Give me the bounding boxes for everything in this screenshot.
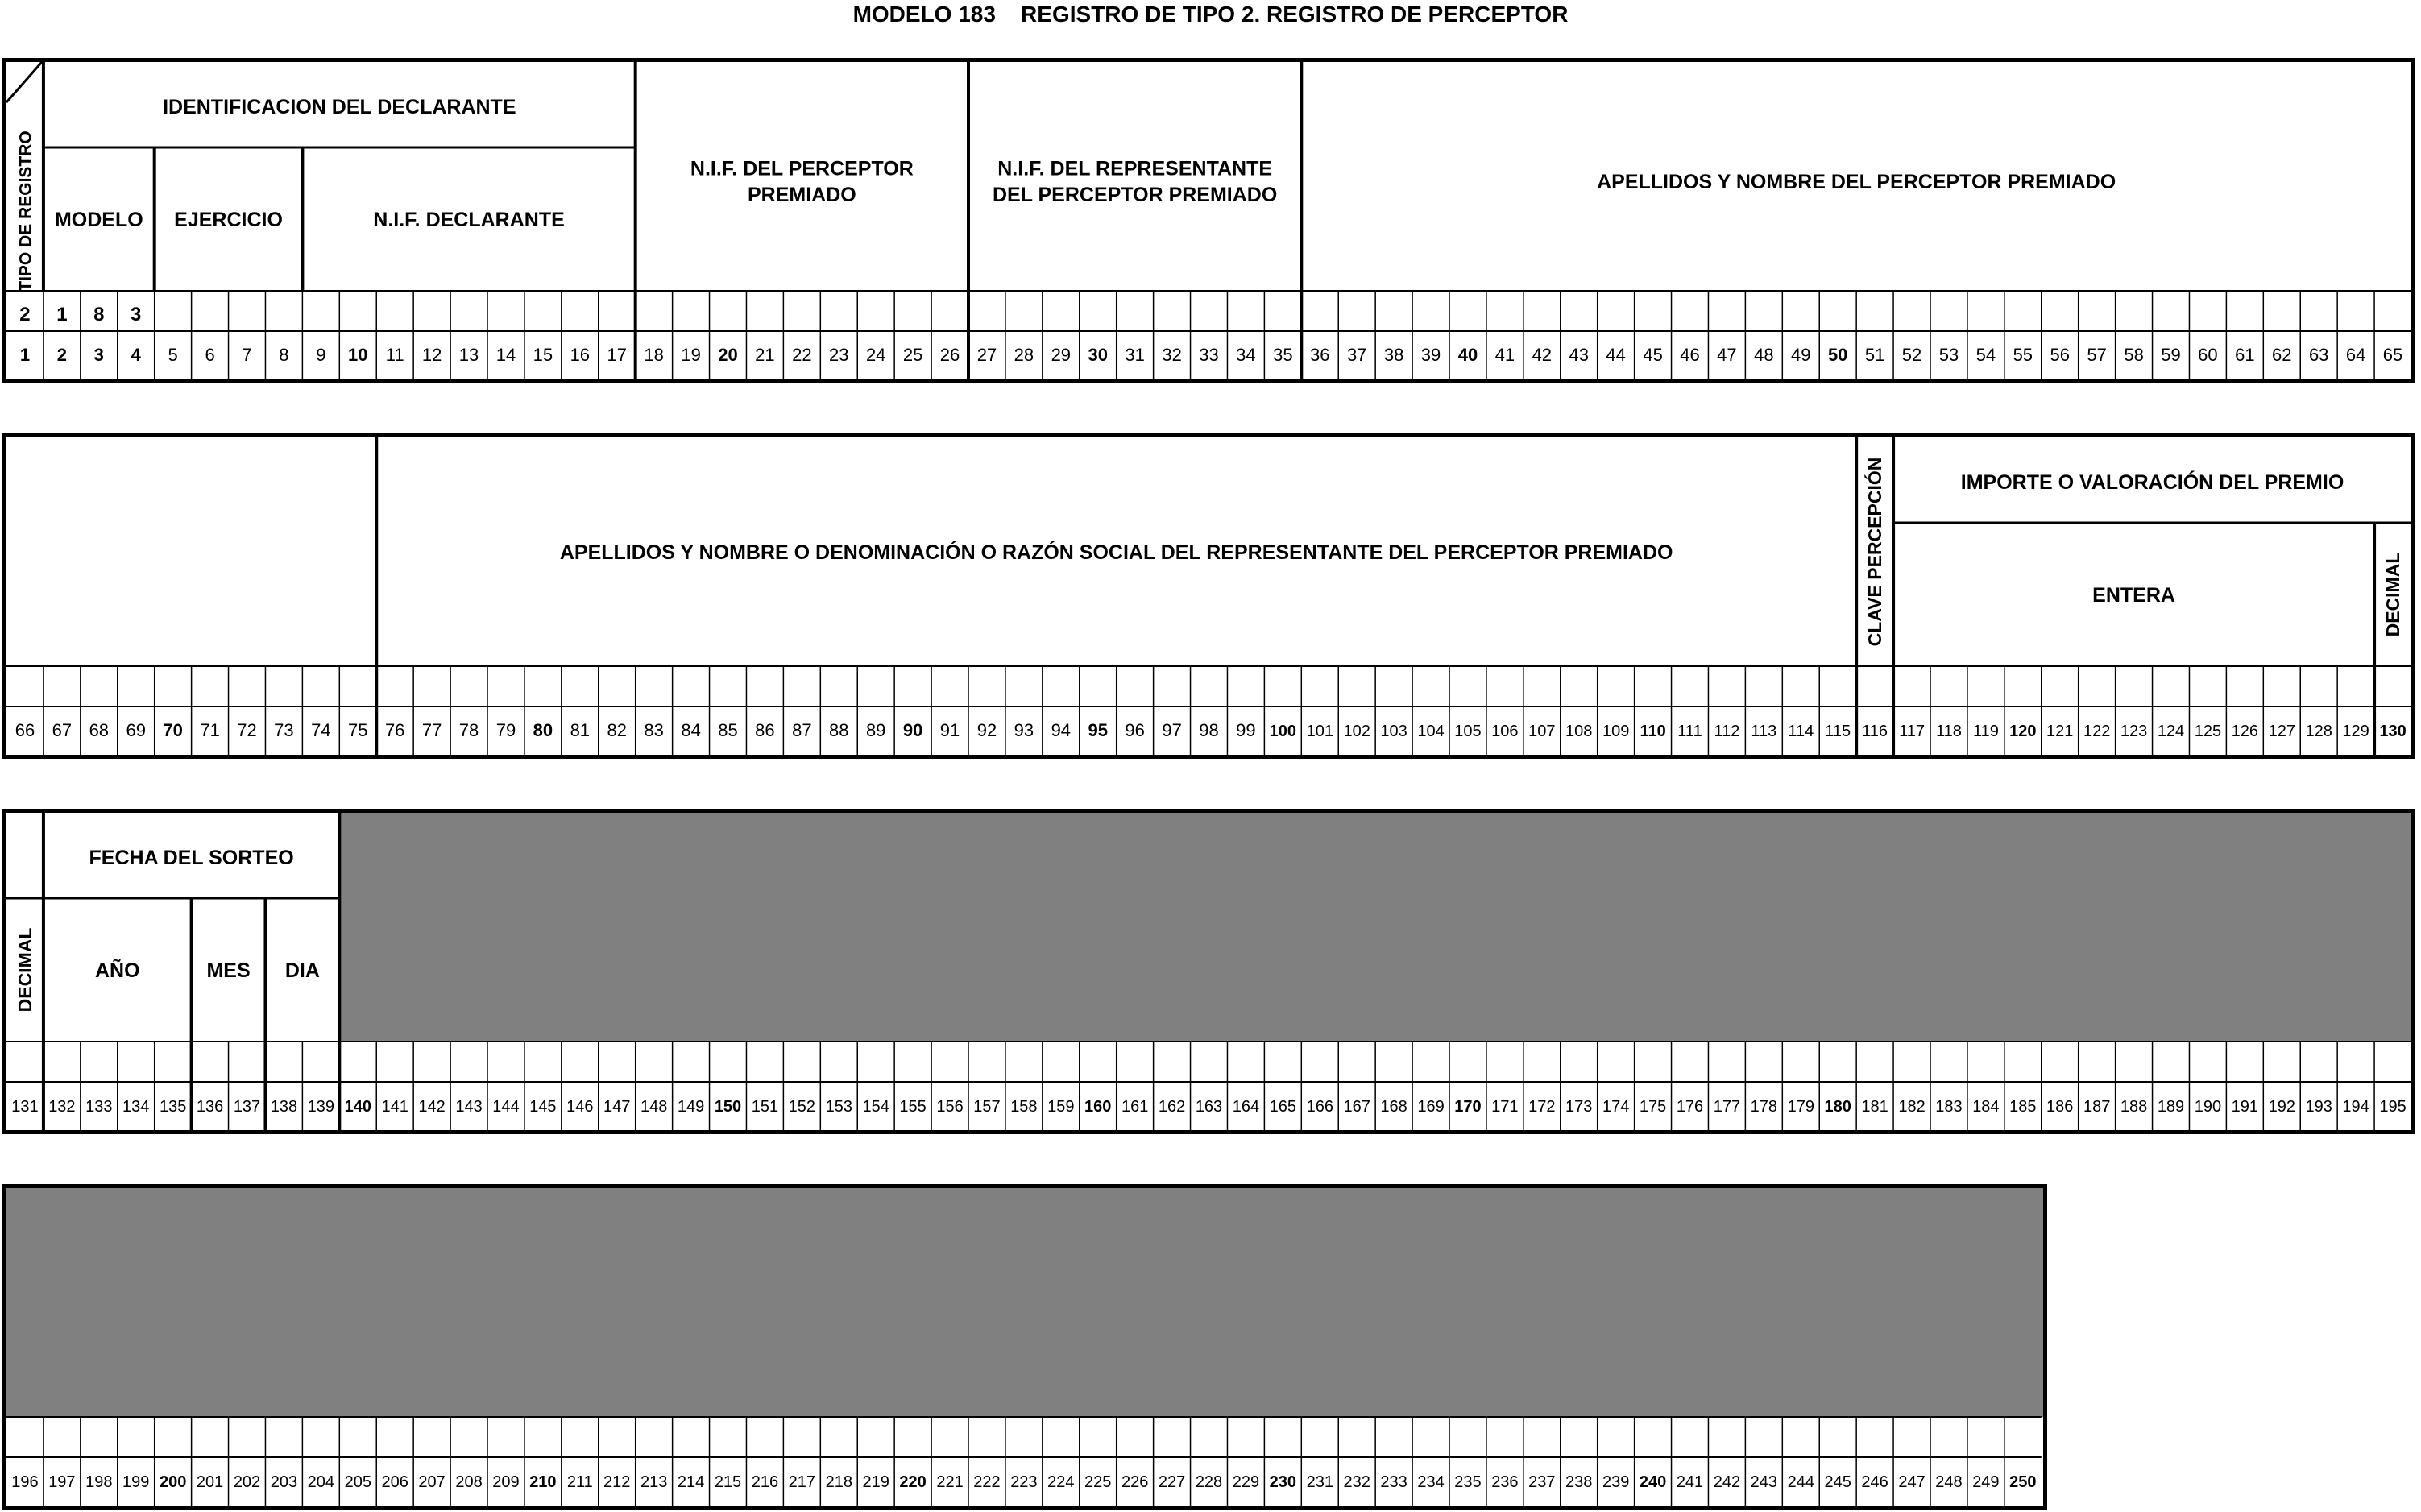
position-number: 39 (1420, 345, 1441, 365)
identificacion-label: IDENTIFICACION DEL DECLARANTE (163, 95, 516, 118)
position-number: 111 (1677, 723, 1702, 740)
position-number: 17 (607, 345, 627, 365)
position-number: 59 (2161, 345, 2181, 365)
position-number: 75 (348, 720, 368, 740)
position-number: 52 (1901, 345, 1922, 365)
position-number: 88 (829, 720, 849, 740)
position-number: 208 (455, 1473, 483, 1491)
prefilled-digit: 3 (131, 304, 142, 325)
position-number: 77 (421, 720, 442, 740)
fecha-sorteo-label: FECHA DEL SORTEO (89, 846, 294, 869)
position-number: 204 (307, 1473, 335, 1491)
position-number: 181 (1861, 1098, 1888, 1116)
position-number: 38 (1383, 345, 1404, 365)
position-number: 63 (2308, 345, 2329, 365)
position-number: 189 (2157, 1098, 2185, 1116)
position-number: 146 (566, 1098, 594, 1116)
position-number: 42 (1532, 345, 1553, 365)
position-number: 87 (792, 720, 812, 740)
position-number: 9 (316, 345, 326, 365)
position-number: 6 (205, 345, 215, 365)
position-number: 162 (1158, 1098, 1186, 1116)
position-number: 177 (1713, 1098, 1741, 1116)
position-number: 76 (384, 720, 405, 740)
position-number: 201 (196, 1473, 224, 1491)
position-number: 182 (1898, 1098, 1926, 1116)
position-number: 164 (1232, 1098, 1260, 1116)
position-number: 100 (1269, 723, 1297, 740)
block-identificacion (2, 58, 2415, 383)
position-number: 155 (899, 1098, 927, 1116)
position-number: 238 (1565, 1473, 1593, 1491)
position-number: 64 (2345, 345, 2366, 365)
position-number: 235 (1454, 1473, 1482, 1491)
tipo-registro-label: TIPO DE REGISTRO (16, 130, 35, 292)
position-number: 192 (2268, 1098, 2295, 1116)
position-number: 185 (2009, 1098, 2037, 1116)
position-number: 78 (458, 720, 479, 740)
position-number: 107 (1528, 723, 1556, 740)
anio-label: AÑO (94, 959, 140, 982)
position-number: 48 (1754, 345, 1774, 365)
position-number: 166 (1306, 1098, 1333, 1116)
position-number: 60 (2198, 345, 2218, 365)
position-number: 43 (1569, 345, 1589, 365)
position-number: 109 (1602, 723, 1630, 740)
position-number: 139 (307, 1098, 335, 1116)
position-number: 214 (677, 1473, 705, 1491)
position-number: 129 (2342, 723, 2369, 740)
position-number: 105 (1454, 723, 1482, 740)
position-number: 148 (640, 1098, 668, 1116)
position-number: 247 (1898, 1473, 1926, 1491)
apellidos-perceptor-label: APELLIDOS Y NOMBRE DEL PERCEPTOR PREMIADO (1597, 170, 2116, 193)
grid-line (6, 62, 42, 102)
position-number: 127 (2268, 723, 2295, 740)
position-number: 45 (1643, 345, 1663, 365)
position-number: 194 (2342, 1098, 2369, 1116)
position-number: 141 (381, 1098, 408, 1116)
nif-representante-label: N.I.F. DEL REPRESENTANTE DEL PERCEPTOR PREMIADO (993, 157, 1278, 206)
position-number: 179 (1787, 1098, 1814, 1116)
position-number: 152 (788, 1098, 816, 1116)
position-number: 200 (159, 1473, 187, 1491)
position-number: 233 (1380, 1473, 1407, 1491)
position-number: 50 (1827, 345, 1848, 365)
position-number: 144 (492, 1098, 520, 1116)
position-number: 193 (2305, 1098, 2332, 1116)
position-number: 209 (492, 1473, 520, 1491)
position-number: 15 (533, 345, 553, 365)
position-number: 172 (1528, 1098, 1556, 1116)
position-number: 21 (755, 345, 775, 365)
position-number: 74 (311, 720, 331, 740)
position-number: 171 (1491, 1098, 1519, 1116)
position-number: 137 (233, 1098, 261, 1116)
position-number: 130 (2379, 723, 2406, 740)
position-number: 176 (1676, 1098, 1704, 1116)
position-number: 47 (1717, 345, 1737, 365)
position-number: 133 (85, 1098, 113, 1116)
nif-declarante-label: N.I.F. DECLARANTE (373, 208, 565, 231)
position-number: 33 (1199, 345, 1219, 365)
position-number: 22 (792, 345, 812, 365)
position-number: 61 (2235, 345, 2255, 365)
position-number: 197 (48, 1473, 76, 1491)
position-number: 55 (2013, 345, 2033, 365)
position-number: 178 (1750, 1098, 1778, 1116)
dia-label: DIA (284, 959, 320, 982)
position-number: 219 (862, 1473, 889, 1491)
position-number: 140 (344, 1098, 371, 1116)
position-number: 19 (681, 345, 701, 365)
position-number: 53 (1938, 345, 1959, 365)
importe-label: IMPORTE O VALORACIÓN DEL PREMIO (1960, 470, 2344, 494)
position-number: 97 (1162, 720, 1182, 740)
position-number: 163 (1195, 1098, 1223, 1116)
position-number: 8 (279, 345, 289, 365)
position-number: 226 (1121, 1473, 1149, 1491)
position-number: 220 (899, 1473, 927, 1491)
position-number: 3 (93, 345, 104, 365)
position-number: 125 (2194, 723, 2222, 740)
decimal-label: DECIMAL (2382, 552, 2404, 637)
position-number: 56 (2050, 345, 2070, 365)
position-number: 11 (385, 345, 404, 365)
position-number: 16 (570, 345, 591, 365)
position-number: 110 (1640, 723, 1666, 740)
position-number: 158 (1010, 1098, 1038, 1116)
position-number: 159 (1047, 1098, 1075, 1116)
modelo-label: MODELO (54, 208, 143, 231)
position-number: 84 (681, 720, 701, 740)
position-number: 157 (973, 1098, 1001, 1116)
position-number: 249 (1972, 1473, 2000, 1491)
clave-percepcion-label: CLAVE PERCEPCIÓN (1864, 457, 1886, 647)
position-number: 34 (1236, 345, 1256, 365)
position-number: 169 (1417, 1098, 1445, 1116)
position-number: 99 (1236, 720, 1256, 740)
position-number: 191 (2231, 1098, 2259, 1116)
position-number: 104 (1417, 723, 1445, 740)
position-number: 135 (159, 1098, 187, 1116)
position-number: 173 (1565, 1098, 1593, 1116)
position-number: 199 (122, 1473, 150, 1491)
position-number: 91 (939, 720, 960, 740)
position-number: 18 (644, 345, 664, 365)
position-number: 72 (237, 720, 257, 740)
position-number: 143 (455, 1098, 483, 1116)
position-number: 103 (1380, 723, 1407, 740)
position-number: 116 (1862, 723, 1888, 740)
position-number: 154 (862, 1098, 889, 1116)
position-number: 225 (1084, 1473, 1112, 1491)
position-number: 210 (529, 1473, 557, 1491)
position-number: 35 (1273, 345, 1293, 365)
position-number: 170 (1454, 1098, 1482, 1116)
position-number: 160 (1084, 1098, 1112, 1116)
position-number: 151 (751, 1098, 779, 1116)
shaded-area (6, 1188, 2043, 1417)
position-number: 119 (1972, 723, 1999, 740)
prefilled-digit: 2 (19, 304, 31, 325)
position-number: 248 (1935, 1473, 1963, 1491)
block-fecha-sorteo (2, 809, 2415, 1134)
position-number: 147 (603, 1098, 631, 1116)
position-number: 242 (1713, 1473, 1741, 1491)
position-number: 149 (677, 1098, 705, 1116)
position-number: 102 (1343, 723, 1370, 740)
position-number: 41 (1494, 345, 1515, 365)
position-number: 40 (1457, 345, 1478, 365)
position-number: 29 (1051, 345, 1072, 365)
position-number: 174 (1602, 1098, 1630, 1116)
position-number: 36 (1310, 345, 1330, 365)
position-number: 227 (1158, 1473, 1186, 1491)
position-number: 153 (825, 1098, 852, 1116)
position-number: 24 (865, 345, 886, 365)
position-number: 30 (1088, 345, 1108, 365)
position-number: 165 (1269, 1098, 1297, 1116)
position-number: 168 (1380, 1098, 1407, 1116)
prefilled-digit: 1 (56, 304, 68, 325)
position-number: 32 (1162, 345, 1182, 365)
position-number: 10 (348, 345, 368, 365)
position-number: 86 (755, 720, 775, 740)
position-number: 14 (495, 345, 516, 365)
position-number: 198 (85, 1473, 113, 1491)
position-number: 183 (1935, 1098, 1963, 1116)
position-number: 1 (19, 345, 31, 365)
position-number: 120 (2009, 723, 2037, 740)
position-number: 2 (56, 345, 68, 365)
position-number: 196 (11, 1473, 39, 1491)
position-number: 118 (1936, 723, 1962, 740)
position-number: 207 (418, 1473, 446, 1491)
position-number: 90 (902, 720, 923, 740)
position-number: 244 (1787, 1473, 1814, 1491)
position-number: 113 (1751, 723, 1777, 740)
position-number: 92 (976, 720, 997, 740)
position-number: 37 (1346, 345, 1367, 365)
position-number: 23 (829, 345, 849, 365)
position-number: 4 (131, 345, 141, 365)
position-number: 167 (1343, 1098, 1370, 1116)
position-number: 218 (825, 1473, 852, 1491)
position-number: 243 (1750, 1473, 1778, 1491)
position-number: 51 (1864, 345, 1885, 365)
position-number: 222 (973, 1473, 1001, 1491)
position-number: 114 (1788, 723, 1814, 740)
position-number: 28 (1014, 345, 1034, 365)
position-number: 70 (163, 720, 183, 740)
position-number: 203 (270, 1473, 298, 1491)
position-number: 232 (1343, 1473, 1370, 1491)
position-number: 117 (1899, 723, 1925, 740)
position-number: 246 (1861, 1473, 1888, 1491)
position-number: 145 (529, 1098, 557, 1116)
position-number: 12 (421, 345, 442, 365)
position-number: 205 (344, 1473, 371, 1491)
position-number: 67 (52, 720, 73, 740)
mes-label: MES (206, 959, 251, 982)
position-number: 71 (200, 720, 220, 740)
position-number: 211 (566, 1473, 593, 1491)
position-number: 128 (2305, 723, 2332, 740)
position-number: 186 (2046, 1098, 2074, 1116)
position-number: 85 (718, 720, 738, 740)
position-number: 108 (1565, 723, 1593, 740)
position-number: 66 (15, 720, 35, 740)
position-number: 239 (1602, 1473, 1630, 1491)
position-number: 80 (533, 720, 553, 740)
position-number: 25 (902, 345, 923, 365)
position-number: 240 (1639, 1473, 1667, 1491)
position-number: 134 (122, 1098, 150, 1116)
page-title: MODELO 183 REGISTRO DE TIPO 2. REGISTRO DE PERCEPTOR (852, 2, 1569, 27)
nif-perceptor-label: N.I.F. DEL PERCEPTOR PREMIADO (690, 157, 914, 206)
position-number: 188 (2120, 1098, 2148, 1116)
position-number: 245 (1824, 1473, 1851, 1491)
position-number: 202 (233, 1473, 261, 1491)
position-number: 213 (640, 1473, 668, 1491)
position-number: 89 (865, 720, 886, 740)
entera-label: ENTERA (2092, 583, 2175, 607)
position-number: 132 (48, 1098, 76, 1116)
position-number: 175 (1639, 1098, 1667, 1116)
block-reserva (2, 1184, 2047, 1510)
position-number: 106 (1491, 723, 1519, 740)
position-number: 217 (788, 1473, 816, 1491)
position-number: 206 (381, 1473, 408, 1491)
position-number: 44 (1606, 345, 1626, 365)
position-number: 81 (570, 720, 591, 740)
position-number: 95 (1088, 720, 1108, 740)
position-number: 83 (644, 720, 664, 740)
position-number: 216 (751, 1473, 779, 1491)
position-number: 195 (2379, 1098, 2406, 1116)
position-number: 223 (1010, 1473, 1038, 1491)
position-number: 150 (714, 1098, 742, 1116)
position-number: 187 (2083, 1098, 2111, 1116)
position-number: 96 (1125, 720, 1145, 740)
position-number: 93 (1014, 720, 1034, 740)
position-number: 54 (1975, 345, 1996, 365)
position-number: 115 (1825, 723, 1851, 740)
position-number: 138 (270, 1098, 298, 1116)
position-number: 234 (1417, 1473, 1445, 1491)
ejercicio-label: EJERCICIO (174, 208, 283, 231)
block-representante (2, 433, 2415, 759)
position-number: 131 (11, 1098, 39, 1116)
position-number: 231 (1306, 1473, 1333, 1491)
position-number: 62 (2272, 345, 2292, 365)
position-number: 229 (1232, 1473, 1260, 1491)
position-number: 250 (2009, 1473, 2037, 1491)
position-number: 230 (1269, 1473, 1297, 1491)
position-number: 46 (1680, 345, 1700, 365)
position-number: 73 (274, 720, 294, 740)
position-number: 31 (1125, 345, 1145, 365)
position-number: 237 (1528, 1473, 1556, 1491)
position-number: 82 (607, 720, 627, 740)
position-number: 101 (1306, 723, 1333, 740)
position-number: 49 (1791, 345, 1811, 365)
position-number: 5 (168, 345, 178, 365)
position-number: 122 (2083, 723, 2111, 740)
prefilled-digit: 8 (93, 304, 105, 325)
position-number: 69 (126, 720, 146, 740)
position-number: 123 (2120, 723, 2148, 740)
position-number: 228 (1195, 1473, 1223, 1491)
position-number: 212 (603, 1473, 631, 1491)
position-number: 58 (2124, 345, 2144, 365)
position-number: 184 (1972, 1098, 2000, 1116)
position-number: 224 (1047, 1473, 1075, 1491)
position-number: 65 (2382, 345, 2403, 365)
position-number: 221 (936, 1473, 964, 1491)
position-number: 215 (714, 1473, 742, 1491)
position-number: 79 (495, 720, 516, 740)
position-number: 20 (718, 345, 738, 365)
position-number: 98 (1199, 720, 1219, 740)
position-number: 236 (1491, 1473, 1519, 1491)
position-number: 121 (2046, 723, 2074, 740)
position-number: 190 (2194, 1098, 2222, 1116)
position-number: 126 (2231, 723, 2259, 740)
position-number: 124 (2157, 723, 2185, 740)
shaded-area (339, 813, 2411, 1042)
apellidos-representante-label: APELLIDOS Y NOMBRE O DENOMINACIÓN O RAZÓN SOCIAL DEL REPRESENTANTE DEL PERCEPTOR PREMIADO (559, 541, 1673, 564)
position-number: 57 (2087, 345, 2107, 365)
position-number: 68 (89, 720, 110, 740)
position-number: 13 (458, 345, 479, 365)
position-number: 156 (936, 1098, 964, 1116)
position-number: 180 (1824, 1098, 1851, 1116)
position-number: 94 (1051, 720, 1072, 740)
position-number: 142 (418, 1098, 446, 1116)
position-number: 27 (976, 345, 997, 365)
decimal-label: DECIMAL (15, 927, 36, 1013)
position-number: 7 (242, 345, 252, 365)
position-number: 112 (1714, 723, 1740, 740)
position-number: 136 (196, 1098, 224, 1116)
position-number: 26 (939, 345, 960, 365)
position-number: 241 (1676, 1473, 1704, 1491)
position-number: 161 (1121, 1098, 1149, 1116)
